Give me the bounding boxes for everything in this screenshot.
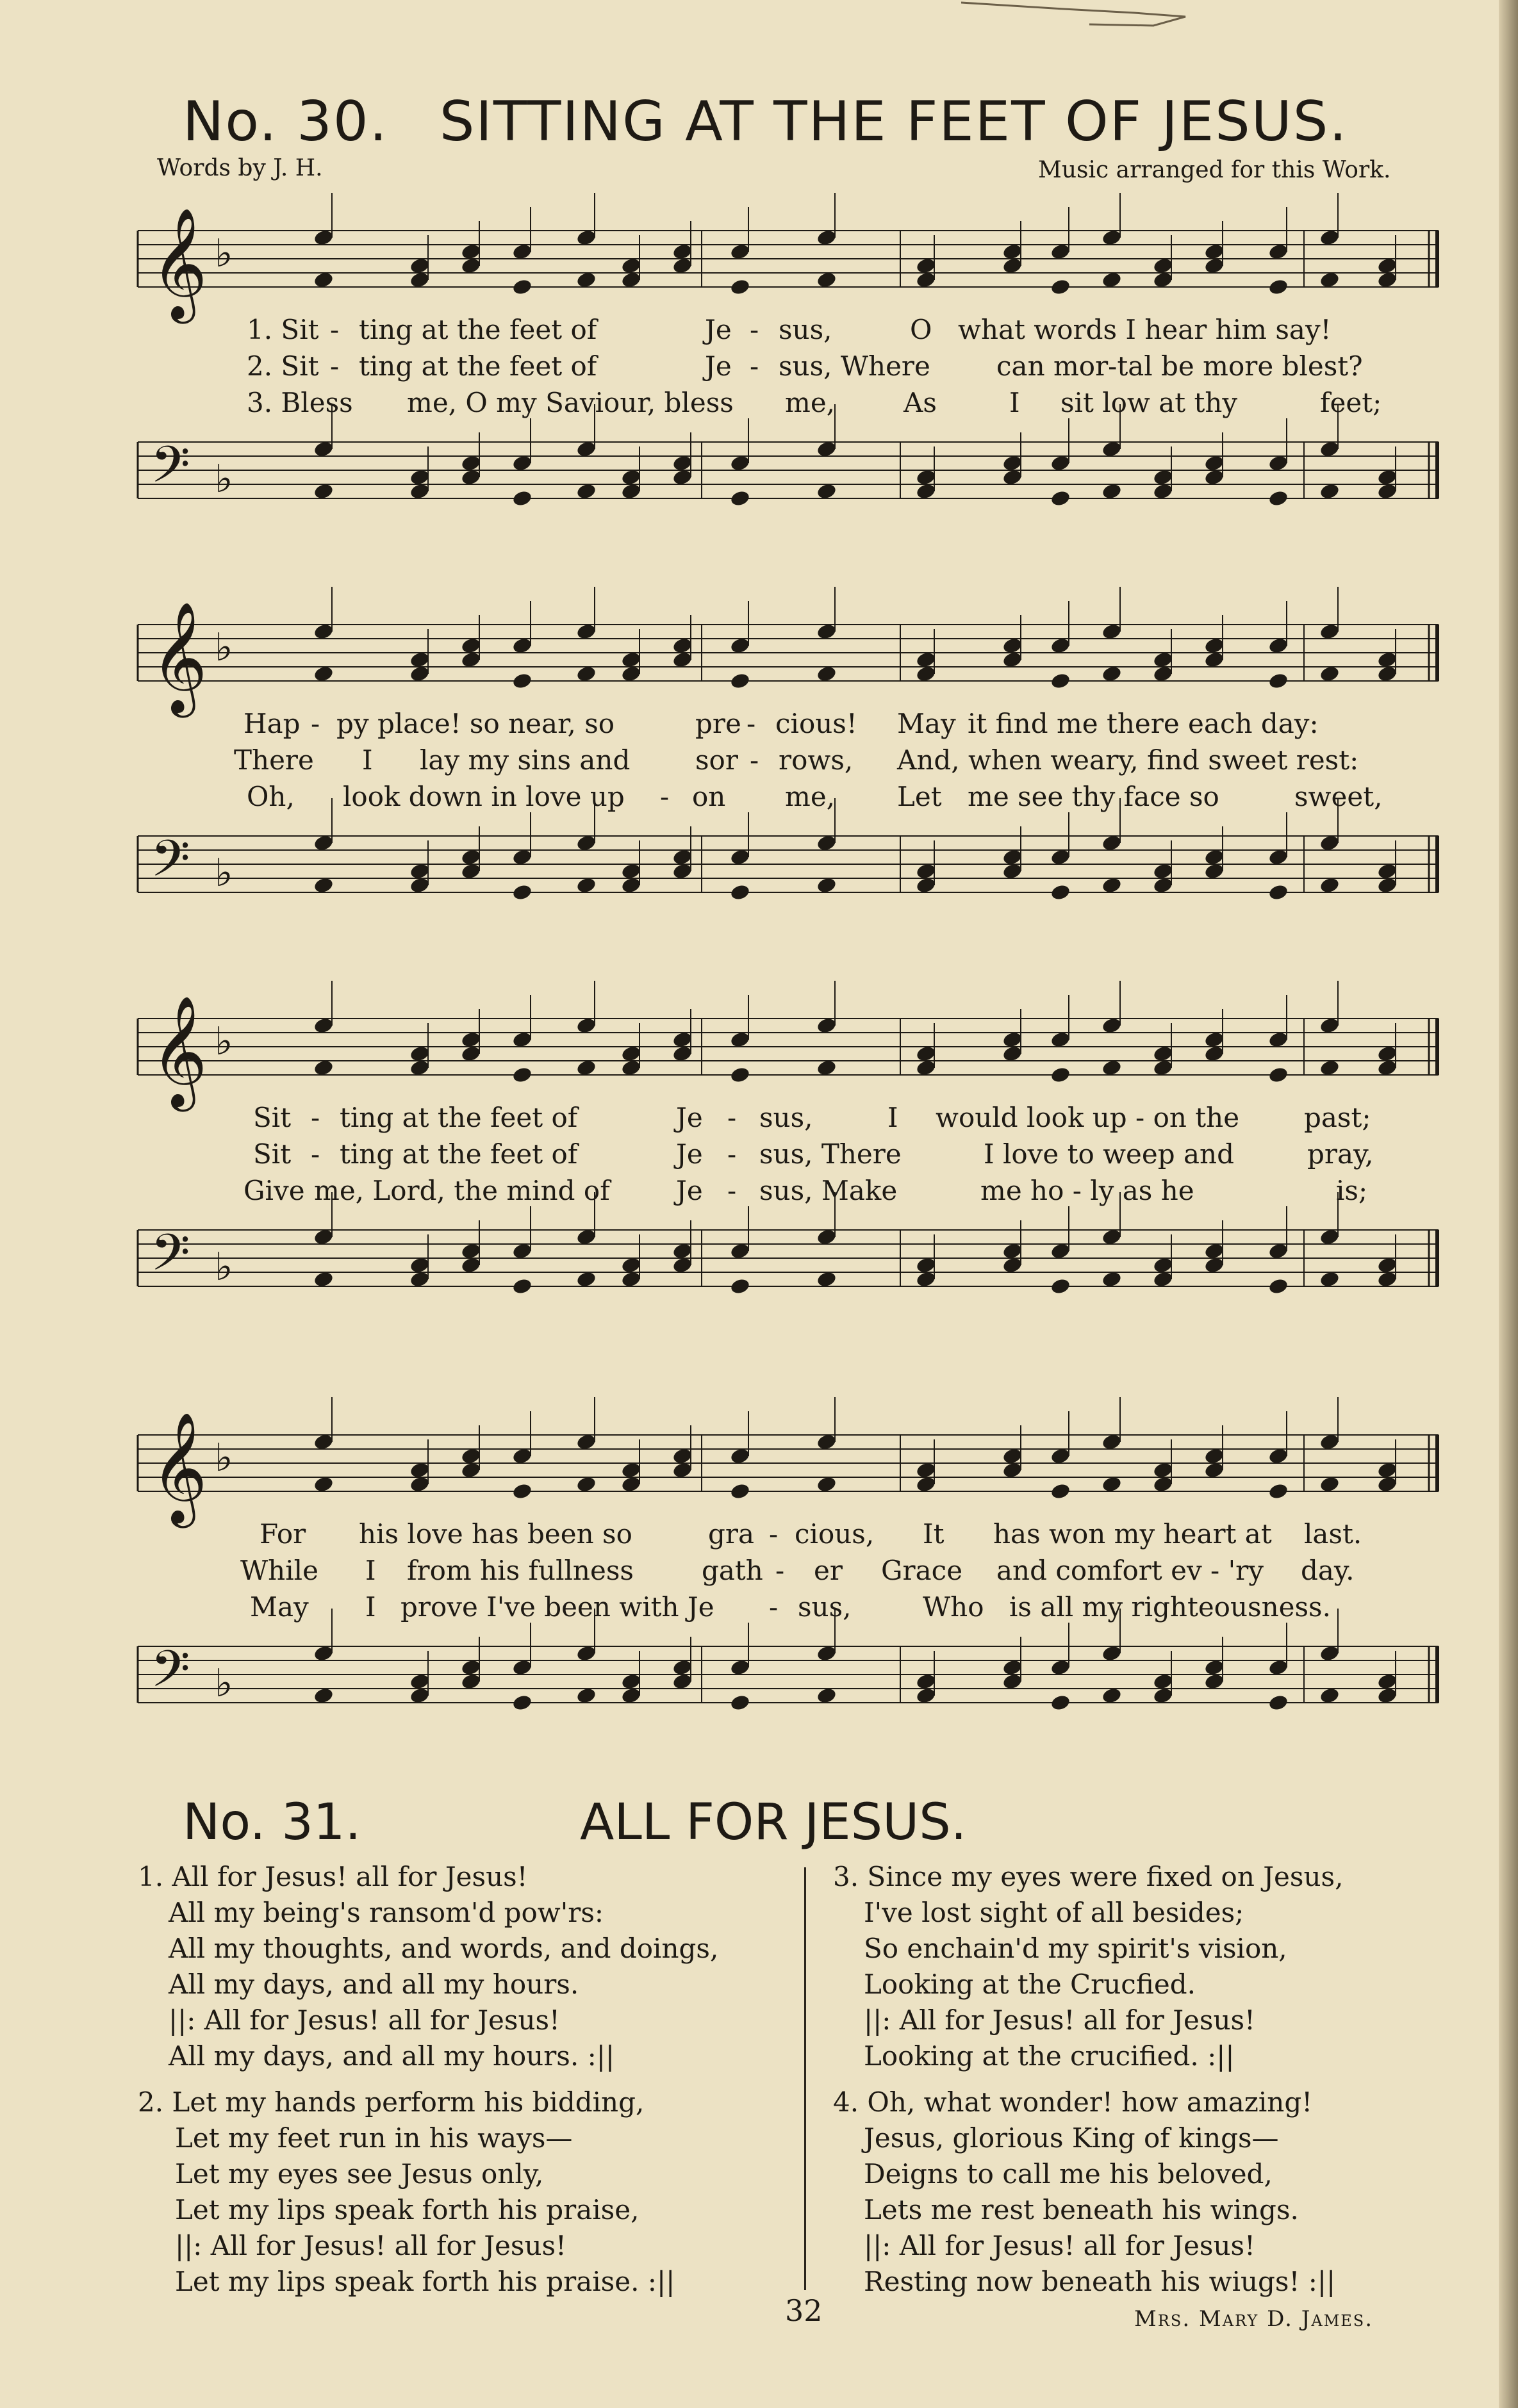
treble-staff: [138, 1396, 1458, 1525]
bass-staff: [138, 423, 1458, 551]
page-number: 32: [785, 2293, 823, 2328]
svg-text:𝄢: 𝄢: [151, 435, 190, 507]
svg-text:♭: ♭: [215, 231, 233, 276]
treble-staff: [138, 586, 1458, 714]
music-system-4: [138, 1396, 1458, 1755]
treble-staff: [138, 980, 1458, 1108]
svg-text:♭: ♭: [215, 1436, 233, 1480]
svg-text:𝄢: 𝄢: [151, 1223, 190, 1295]
svg-text:♭: ♭: [215, 1019, 233, 1064]
hymn-30-title: SITTING AT THE FEET OF JESUS.: [439, 90, 1348, 154]
lyric-line-2: There I lay my sins and sor - rows, And, when weary, find sweet rest:: [234, 744, 1359, 776]
bass-staff: [138, 1627, 1458, 1755]
hymn-31-number: No. 31.: [183, 1794, 361, 1851]
music-system-3: [138, 980, 1458, 1339]
hymn-31-author: Mrs. Mary D. James.: [1134, 2306, 1374, 2332]
verse-3: 3. Since my eyes were fixed on Jesus, I've lost sight of all besides; So enchain'd my spirit's vision, Looking at the Crucfied. ||: All for Jesus! all for Jesus! Looking at the crucified. :||: [833, 1861, 1344, 2072]
page-edge-shadow: [1499, 0, 1518, 2408]
bass-staff: [138, 1211, 1458, 1339]
svg-text:𝄞: 𝄞: [151, 208, 208, 319]
svg-text:♭: ♭: [215, 457, 233, 502]
svg-text:♭: ♭: [215, 851, 233, 896]
verse-1: 1. All for Jesus! all for Jesus! All my being's ransom'd pow'rs: All my thoughts, and words, and doings, All my days, and all my hours. ||: All for Jesus! all for Jesus! All my days, and all my hours. :||: [138, 1861, 719, 2072]
lyric-line-2: While I from his fullness gath - er Grace and comfort ev - 'ry day.: [240, 1555, 1355, 1586]
svg-text:𝄢: 𝄢: [151, 1639, 190, 1711]
verse-4: 4. Oh, what wonder! how amazing! Jesus, glorious King of kings— Deigns to call me his beloved, Lets me rest beneath his wings. ||: All for Jesus! all for Jesus! Resting now beneath his wiugs! :||: [833, 2086, 1336, 2297]
hymn-30-heading: [183, 90, 1348, 154]
words-credit: Words by J. H.: [157, 155, 323, 181]
music-credit: Music arranged for this Work.: [1038, 157, 1391, 183]
lyric-line-3: 3. Bless me, O my Saviour, bless me, As I sit low at thy feet;: [247, 387, 1382, 418]
treble-staff: [138, 192, 1458, 320]
verse-2: 2. Let my hands perform his bidding, Let my feet run in his ways— Let my eyes see Jesus only, Let my lips speak forth his praise, ||: All for Jesus! all for Jesus! Let my lips speak forth his praise. :||: [138, 2086, 675, 2297]
lyric-line-2: 2. Sit - ting at the feet of Je - sus, Where can mor-tal be more blest?: [247, 350, 1363, 382]
svg-text:♭: ♭: [215, 625, 233, 670]
hymn-31-title: ALL FOR JESUS.: [580, 1794, 967, 1851]
bass-staff: [138, 817, 1458, 945]
lyric-line-1: 1. Sit - ting at the feet of Je - sus, O what words I hear him say!: [247, 314, 1332, 345]
page-tear-mark: [961, 0, 1205, 38]
lyric-line-1: For his love has been so gra - cious, It has won my heart at last.: [260, 1518, 1362, 1550]
svg-text:♭: ♭: [215, 1245, 233, 1290]
lyric-line-1: Hap - py place! so near, so pre - cious! May it find me there each day:: [243, 708, 1319, 739]
svg-text:𝄞: 𝄞: [151, 1412, 208, 1523]
lyric-line-3: Give me, Lord, the mind of Je - sus, Make me ho - ly as he is;: [243, 1175, 1368, 1206]
music-system-2: [138, 586, 1458, 945]
lyric-line-3: May I prove I've been with Je - sus, Who is all my righteousness.: [250, 1591, 1331, 1623]
column-divider: [804, 1867, 806, 2290]
svg-text:𝄞: 𝄞: [151, 602, 208, 713]
music-system-1: [138, 192, 1458, 551]
lyric-line-2: Sit - ting at the feet of Je - sus, There I love to weep and pray,: [253, 1138, 1374, 1170]
svg-text:𝄢: 𝄢: [151, 829, 190, 901]
lyric-line-1: Sit - ting at the feet of Je - sus, I would look up - on the past;: [253, 1102, 1371, 1133]
svg-text:♭: ♭: [215, 1661, 233, 1706]
svg-text:𝄞: 𝄞: [151, 995, 208, 1107]
lyric-line-3: Oh, look down in love up - on me, Let me see thy face so sweet,: [247, 781, 1383, 812]
hymn-30-number: No. 30.: [183, 90, 388, 154]
